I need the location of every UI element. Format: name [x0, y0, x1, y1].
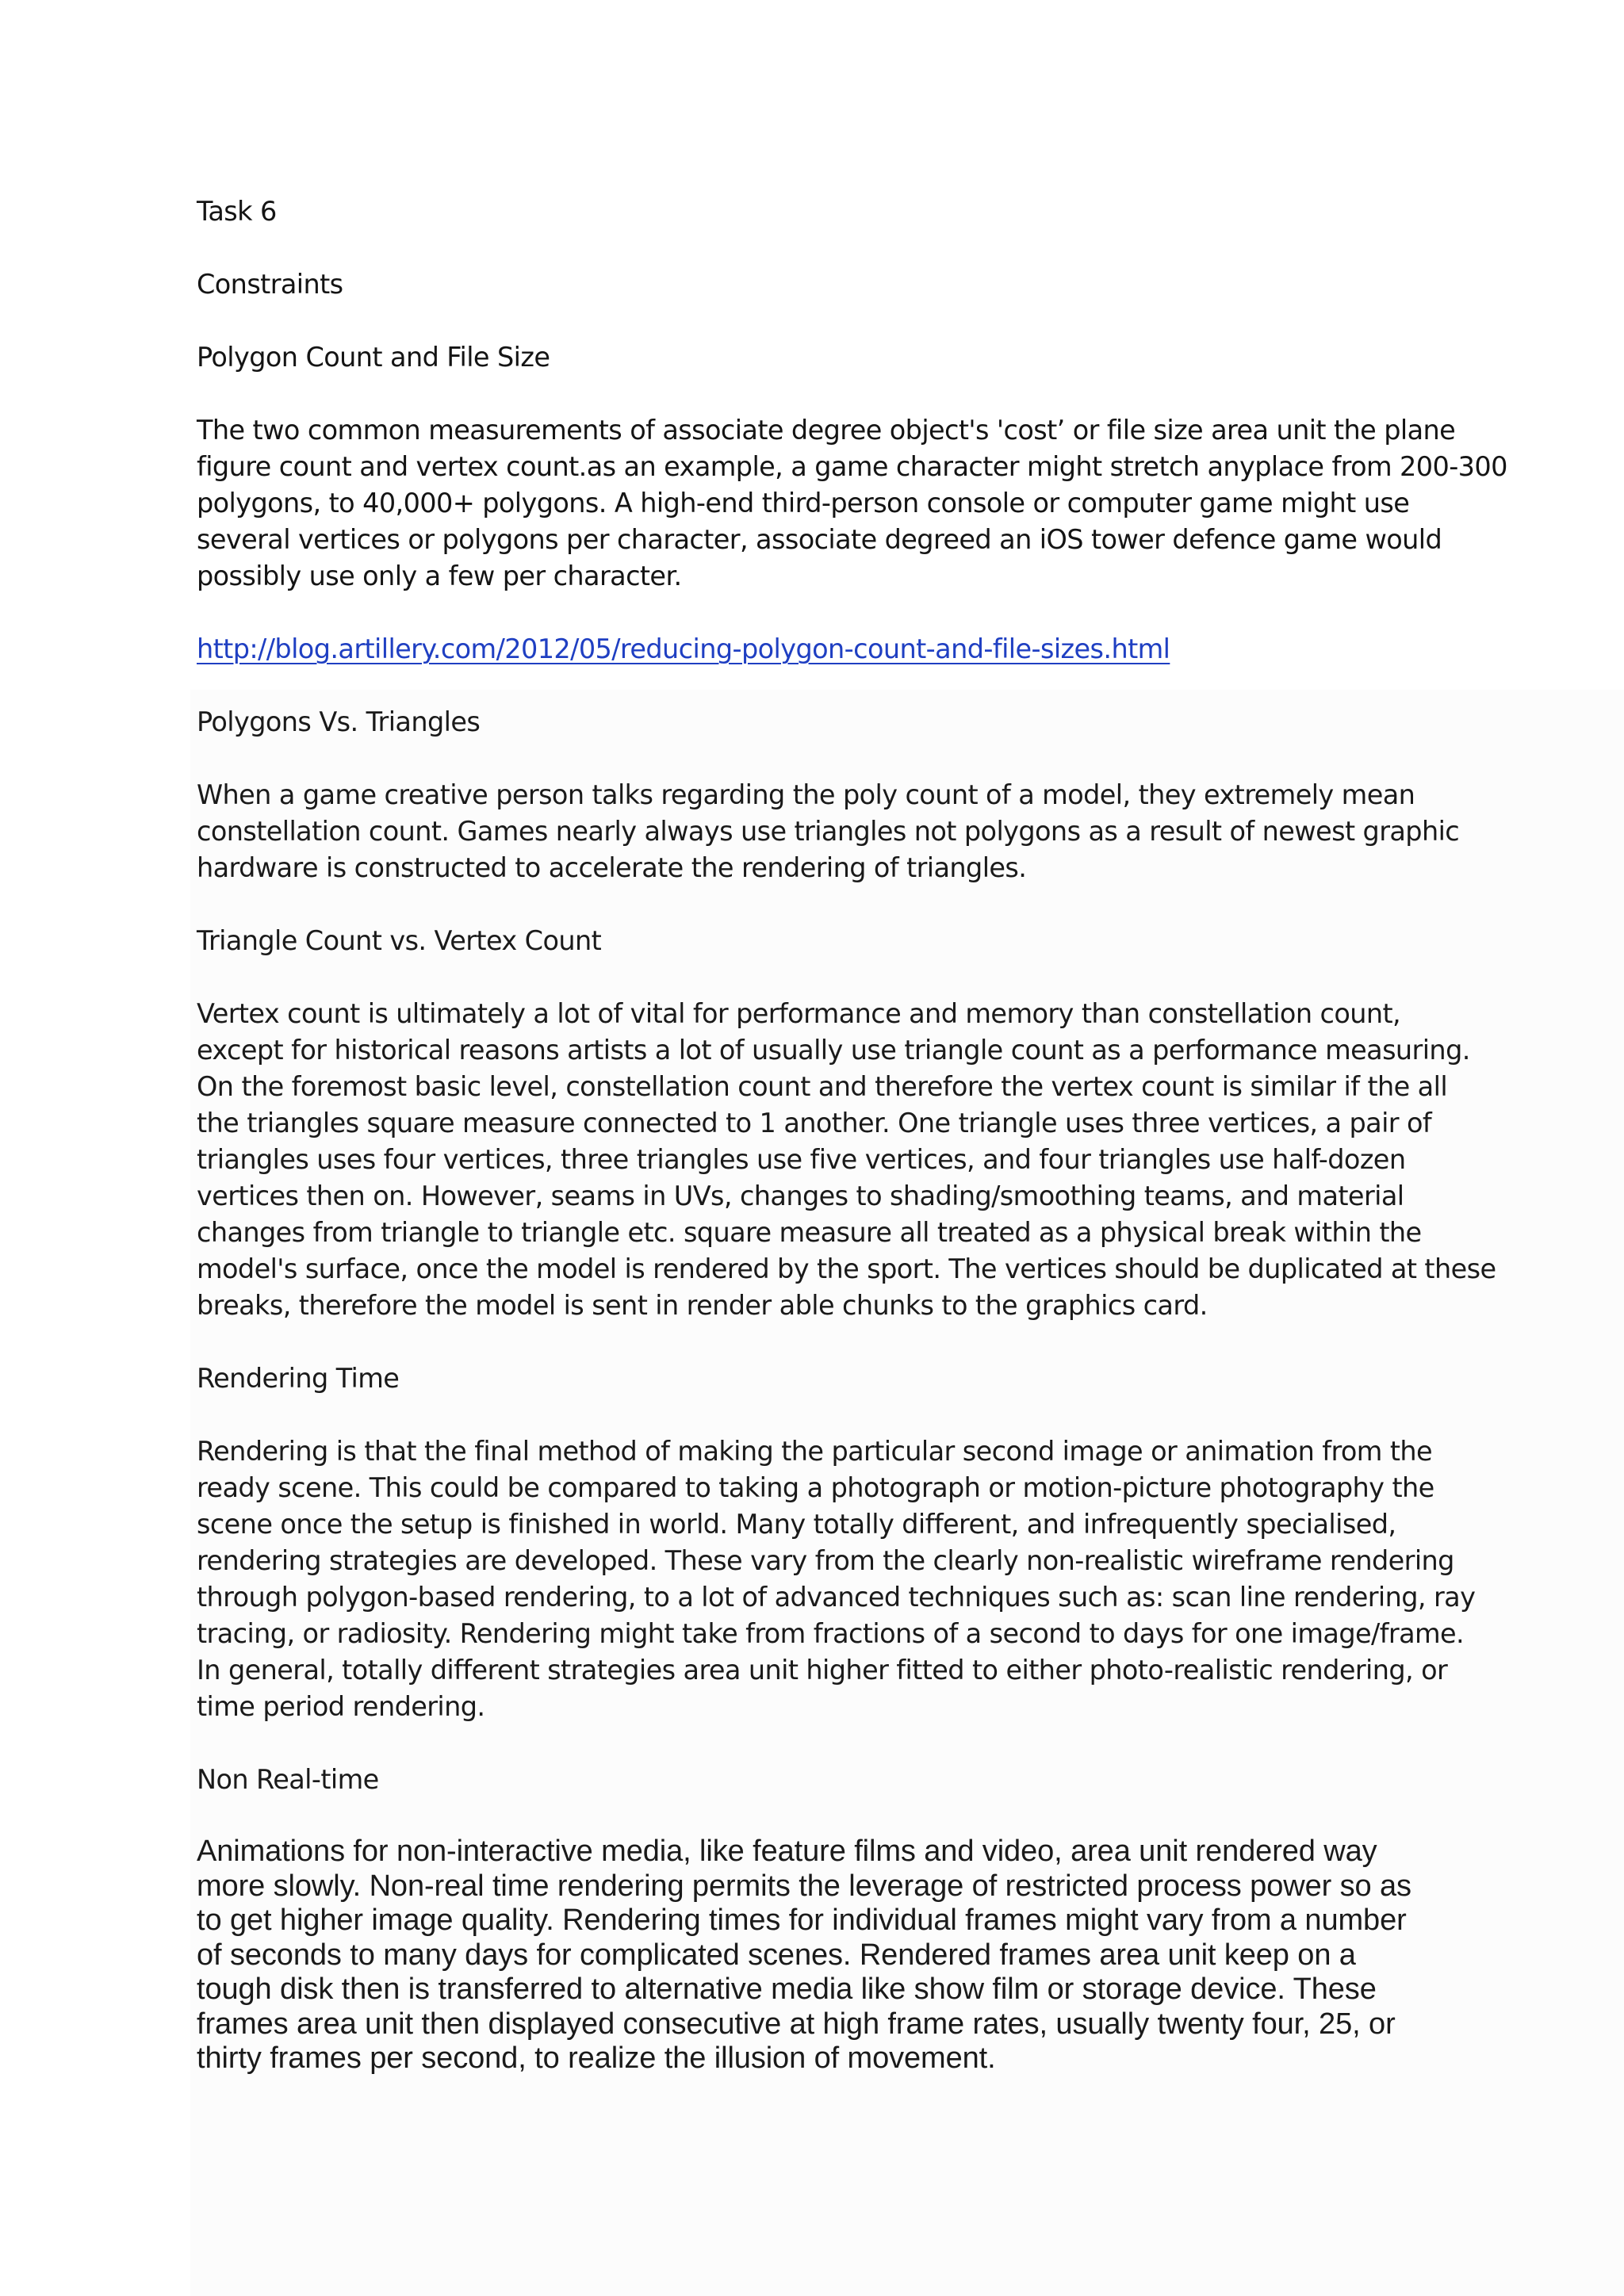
paragraph-line: of seconds to many days for complicated scenes. Rendered frames area unit keep on a: [197, 1938, 1356, 1972]
paragraph-non-realtime: [197, 1835, 1434, 2076]
paragraph-line: tough disk then is transferred to alternative media like show film or storage device. These: [197, 1973, 1377, 2006]
paragraph-line: model's surface, once the model is rendered by the sport. The vertices should be duplicated at these: [197, 1253, 1496, 1284]
heading-triangle-vs-vertex: Triangle Count vs. Vertex Count: [197, 925, 602, 956]
paragraph-line: ready scene. This could be compared to taking a photograph or motion-picture photography the: [197, 1472, 1434, 1503]
paragraph-rendering-time: [197, 1433, 1476, 1725]
paragraph-line: On the foremost basic level, constellation count and therefore the vertex count is similar if the all: [197, 1071, 1448, 1102]
heading-non-realtime: Non Real-time: [197, 1764, 379, 1795]
reference-link[interactable]: http://blog.artillery.com/2012/05/reducing-polygon-count-and-file-sizes.html: [197, 633, 1170, 664]
paragraph-line: scene once the setup is finished in world. Many totally different, and infrequently specialised,: [197, 1509, 1396, 1540]
task-title: Task 6: [197, 196, 277, 227]
paragraph-line: changes from triangle to triangle etc. square measure all treated as a physical break within the: [197, 1217, 1422, 1248]
heading-rendering-time: Rendering Time: [197, 1363, 400, 1394]
paragraph-polygons-vs-triangles: [197, 777, 1460, 886]
paragraph-line: time period rendering.: [197, 1691, 485, 1722]
paragraph-triangle-vs-vertex: [197, 996, 1496, 1324]
paragraph-line: thirty frames per second, to realize the illusion of movement.: [197, 2042, 996, 2075]
section-title: Constraints: [197, 269, 343, 300]
paragraph-line: triangles uses four vertices, three triangles use five vertices, and four triangles use half-dozen: [197, 1144, 1406, 1175]
paragraph-line: the triangles square measure connected to 1 another. One triangle uses three vertices, a pair of: [197, 1108, 1432, 1138]
paragraph-line: Vertex count is ultimately a lot of vital for performance and memory than constellation count,: [197, 998, 1401, 1029]
paragraph-line: Animations for non-interactive media, like feature films and video, area unit rendered way: [197, 1835, 1377, 1868]
paragraph-line: figure count and vertex count.as an example, a game character might stretch anyplace from 200-300: [197, 451, 1507, 482]
paragraph-line: possibly use only a few per character.: [197, 561, 682, 591]
paragraph-line: Rendering is that the final method of making the particular second image or animation from the: [197, 1436, 1433, 1467]
paragraph-line: hardware is constructed to accelerate the rendering of triangles.: [197, 852, 1027, 883]
paragraph-line: through polygon-based rendering, to a lot of advanced techniques such as: scan line rendering, ray: [197, 1582, 1476, 1613]
paragraph-line: constellation count. Games nearly always use triangles not polygons as a result of newest graphic: [197, 816, 1460, 847]
paragraph-line: tracing, or radiosity. Rendering might take from fractions of a second to days for one image/frame.: [197, 1618, 1465, 1649]
paragraph-line: to get higher image quality. Rendering times for individual frames might vary from a number: [197, 1904, 1407, 1937]
document-body: [197, 193, 1507, 2076]
paragraph-line: frames area unit then displayed consecutive at high frame rates, usually twenty four, 25, or: [197, 2007, 1396, 2041]
paragraph-line: In general, totally different strategies area unit higher fitted to either photo-realistic rendering, or: [197, 1655, 1448, 1686]
paragraph-line: except for historical reasons artists a lot of usually use triangle count as a performance measuring.: [197, 1035, 1470, 1066]
paragraph-line: vertices then on. However, seams in UVs, changes to shading/smoothing teams, and material: [197, 1181, 1404, 1211]
heading-polygon-count: Polygon Count and File Size: [197, 342, 550, 373]
paragraph-line: The two common measurements of associate degree object's 'cost’ or file size area unit the plane: [197, 415, 1456, 446]
reference-link-row: [197, 631, 1434, 668]
paragraph-line: polygons, to 40,000+ polygons. A high-end third-person console or computer game might use: [197, 488, 1410, 519]
heading-polygons-vs-triangles: Polygons Vs. Triangles: [197, 706, 481, 737]
paragraph-line: more slowly. Non-real time rendering permits the leverage of restricted process power so as: [197, 1869, 1411, 1903]
paragraph-line: rendering strategies are developed. These vary from the clearly non-realistic wireframe rendering: [197, 1545, 1454, 1576]
paragraph-line: When a game creative person talks regarding the poly count of a model, they extremely mean: [197, 779, 1415, 810]
paragraph-polygon-count: [197, 412, 1507, 595]
paragraph-line: breaks, therefore the model is sent in render able chunks to the graphics card.: [197, 1290, 1208, 1321]
paragraph-line: several vertices or polygons per character, associate degreed an iOS tower defence game would: [197, 524, 1442, 555]
